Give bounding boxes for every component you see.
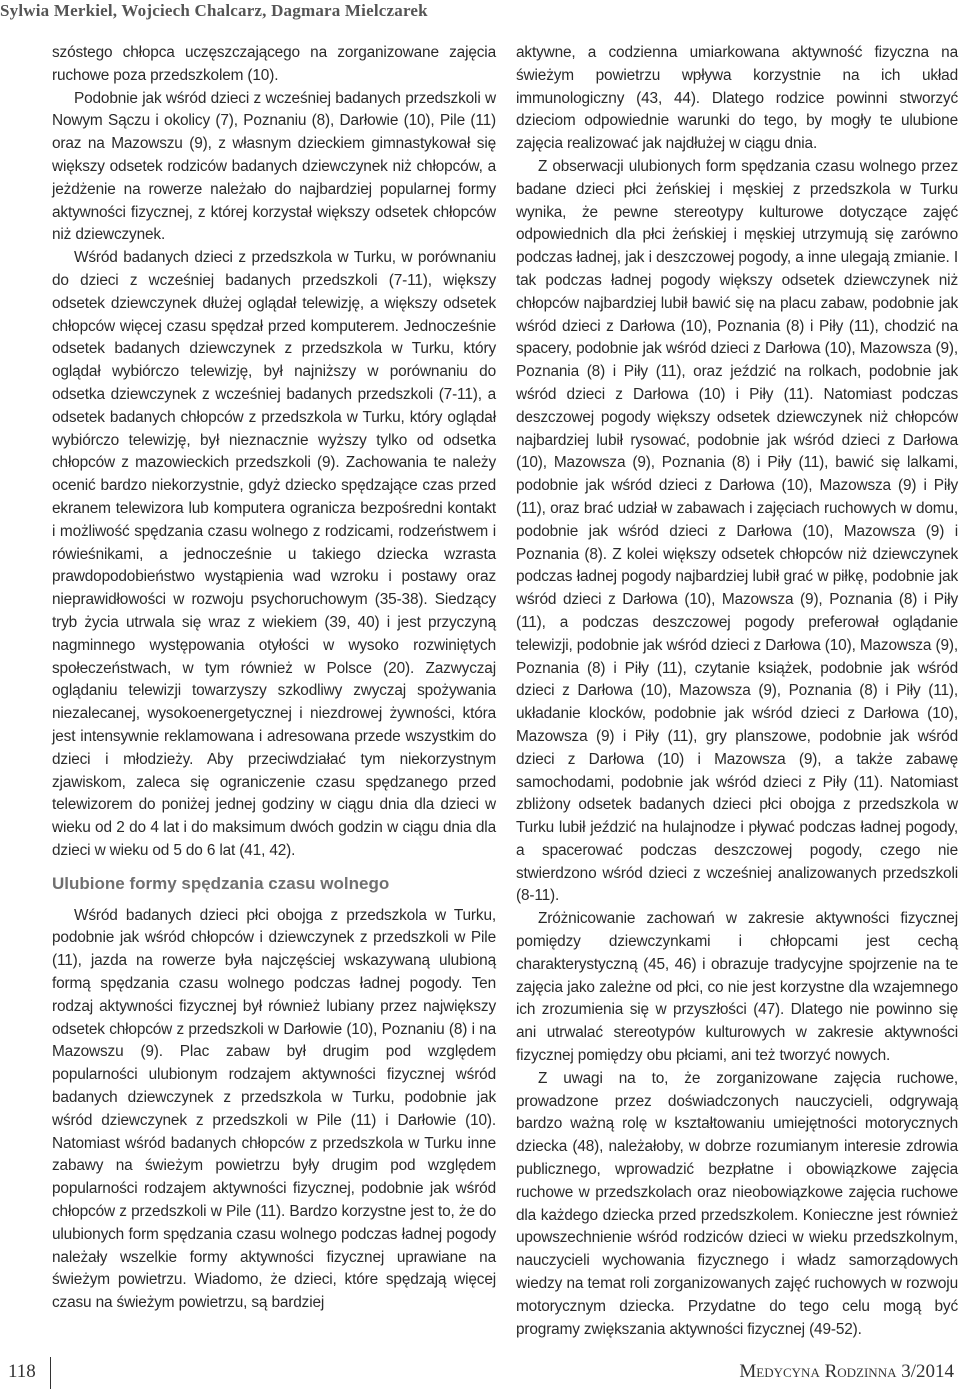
paragraph: Wśród badanych dzieci z przedszkola w Turku, w porównaniu do dzieci z wcześniej badanych przedszkoli (7-11), większy odsetek dziewczynek dłużej oglądał telewizję, a większy odsetek chłopców więcej czasu spędzał przed komputerem. Jednocześnie odsetek badanych dziewczynek z przedszkola w Turku, który oglądał wybiórczo telewizję, był najniższy w porównaniu do odsetka dziewczynek z wcześniej badanych przedszkoli (7-11), a odsetek badanych chłopców z przedszkola w Turku, który oglądał wybiórczo telewizję, był nieznacznie wyższy tylko od odsetka chłopców z mazowieckich przedszkoli (9). Zachowania te należy ocenić bardzo niekorzystnie, gdyż dziecko spędzające czas przed ekranem telewizora lub komputera ogranicza bezpośredni kontakt i możliwość spędzania czasu wolnego z rodzicami, rodzeństwem i rówieśnikami, a jednocześnie u takiego dziecka wzrasta prawdopodobieństwo wystąpienia wad wzroku i postawy oraz nieprawidłowości w rozwoju psychoruchowym (35-38). Siedzący tryb życia utrwala się wraz z wiekiem (39, 40) i jest przyczyną nagminnego występowania otyłości w wysoko rozwiniętych społeczeństwach, w tym również w Polsce (20). Zazwyczaj oglądaniu telewizji towarzyszy szkodliwy zwyczaj spożywania niezalecanej, wysokoenergetycznej i niezdrowej żywności, która jest intensywnie reklamowana i adresowana przede wszystkim do dzieci i młodzieży. Aby przeciwdziałać tym niekorzystnym zjawiskom, zaleca się ograniczenie czasu spędzanego przed telewizorem do poniżej jednej godziny w ciągu dnia dla dzieci w wieku od 2 do 4 lat i do maksimum dwóch godzin w ciągu dnia dla dzieci w wieku od 5 do 6 lat (41, 42).	[52, 249, 496, 859]
right-column	[516, 42, 958, 1341]
journal-title: Medycyna Rodzinna 3/2014	[739, 1361, 954, 1382]
footer-divider	[50, 1357, 51, 1389]
paragraph: Zróżnicowanie zachowań w zakresie aktywności fizycznej pomiędzy dziewczynkami i chłopcami jest cechą charakterystyczną (45, 46) i obrazuje tradycyjne spojrzenie na te zajęcia jako zależne od płci, co nie jest korzystne dla wzajemnego ich zrozumienia się w przyszłości (47). Dlatego nie powinno się ani utrwalać stereotypów kulturowych w zakresie aktywności fizycznej pomiędzy obu płciami, ani też tworzyć nowych.	[516, 910, 958, 1065]
page-number: 118	[8, 1361, 36, 1382]
running-header-authors: Sylwia Merkiel, Wojciech Chalcarz, Dagmara Mielczarek	[0, 1, 428, 20]
paragraph: aktywne, a codzienna umiarkowana aktywność fizyczna na świeżym powietrzu wpływa korzystnie na ich układ immunologiczny (43, 44). Dlatego rodzice powinni stworzyć dzieciom odpowiednie warunki do tego, by mogły te ulubione zajęcia realizować jak najdłużej w ciągu dnia.	[516, 44, 958, 153]
left-column	[52, 42, 496, 1315]
paragraph: Z obserwacji ulubionych form spędzania czasu wolnego przez badane dzieci płci żeńskiej i męskiej z przedszkola w Turku wynika, że pewne stereotypy kulturowe dotyczące zajęć odpowiednich dla płci żeńskiej i męskiej utrzymują się zarówno podczas ładnej, jak i deszczowej pogody, a inne ulegają zmianie. I tak podczas ładnej pogody większy odsetek dziewczynek niż chłopców najbardziej lubił bawić się na placu zabaw, podobnie jak wśród dzieci z Darłowa (10), Poznania (8) i Piły (11), chodzić na spacery, podobnie jak wśród dzieci z Darłowa (10), Mazowsza (9), Poznania (8) i Piły (11), oraz jeździć na rolkach, podobnie jak wśród dzieci z Darłowa (10) i Piły (11). Natomiast podczas deszczowej pogody większy odsetek dziewczynek niż chłopców najbardziej lubił rysować, podobnie jak wśród dzieci z Darłowa (10), Mazowsza (9), Poznania (8) i Piły (11), bawić się lalkami, podobnie jak wśród dzieci z Darłowa (10), Mazowsza (9) i Piły (11), oraz brać udział w zabawach i zajęciach ruchowych w domu, podobnie jak wśród dzieci z Darłowa (10), Mazowsza (9) i Poznania (8). Z kolei większy odsetek chłopców niż dziewczynek podczas ładnej pogody najbardziej lubił grać w piłkę, podobnie jak wśród dzieci z Darłowa (10), Mazowsza (9), Poznania (8) i Piły (11), a podczas deszczowej pogody preferował oglądanie telewizji, podobnie jak wśród dzieci z Darłowa (10), Mazowsza (9), Poznania (8) i Piły (11), czytanie książek, podobnie jak wśród dzieci z Darłowa (10), Mazowsza (9), Poznania (8) i Piły (11), układanie klocków, podobnie jak wśród dzieci z Darłowa (10), Mazowsza (9) i Piły (11), gry planszowe, podobnie jak wśród dzieci z Darłowa (10) i Mazowsza (9), a także zabawę samochodami, podobnie jak wśród dzieci z Piły (11). Natomiast zbliżony odsetek badanych dzieci płci obojga z przedszkola w Turku lubił jeździć na hulajnodze i pływać podczas ładnej pogody, a spacerować podczas deszczowej pogody, czego nie stwierdzono wśród dzieci z wcześniej analizowanych przedszkoli (8-11).	[516, 157, 958, 905]
section-heading: Ulubione formy spędzania czasu wolnego	[52, 873, 390, 893]
paragraph: Z uwagi na to, że zorganizowane zajęcia ruchowe, prowadzone przez doświadczonych nauczycieli, odgrywają bardzo ważną rolę w kształtowaniu umiejętności motorycznych dziecka (48), należałoby, w dobrze rozumianym interesie zdrowia publicznego, wprowadzić bezpłatne i obowiązkowe zajęcia ruchowe w przedszkolach oraz nieobowiązkowe zajęcia ruchowe dla każdego dziecka przed przedszkolem. Konieczne jest również upowszechnienie wśród rodziców dzieci w wieku przedszkolnym, nauczycieli wychowania fizycznego i władz samorządowych wiedzy na temat roli zorganizowanych zajęć ruchowych w rozwoju motorycznym dziecka. Przydatne do tego celu mogą być programy zwiększania aktywności fizycznej (49-52).	[516, 1069, 958, 1338]
paragraph: szóstego chłopca uczęszczającego na zorganizowane zajęcia ruchowe poza przedszkolem (10).	[52, 44, 496, 84]
paragraph: Wśród badanych dzieci płci obojga z przedszkola w Turku, podobnie jak wśród chłopców i dziewczynek z przedszkoli w Pile (11), jazda na rowerze była najczęściej wskazywaną ulubioną formą spędzania czasu wolnego podczas ładnej pogody. Ten rodzaj aktywności fizycznej był również lubiany przez największy odsetek chłopców z przedszkoli w Darłowie (10), Poznaniu (8) i na Mazowszu (9). Plac zabaw był drugim pod względem popularności ulubionym rodzajem aktywności fizycznej wśród badanych dziewczynek z przedszkola w Turku, podobnie jak wśród dziewczynek z przedszkoli w Pile (11) i Darłowie (10). Natomiast wśród badanych chłopców z przedszkola w Turku inne zabawy na świeżym powietrzu były drugim pod względem popularności rodzajem aktywności fizycznej, podobnie jak wśród chłopców z przedszkoli w Pile (11). Bardzo korzystne jest to, że do ulubionych form spędzania czasu wolnego podczas ładnej pogody należały wszelkie formy aktywności fizycznej uprawiane na świeżym powietrzu. Wiadomo, że dzieci, które spędzają więcej czasu na świeżym powietrzu, są bardziej	[52, 906, 496, 1312]
paragraph: Podobnie jak wśród dzieci z wcześniej badanych przedszkoli w Nowym Sączu i okolicy (7), Poznaniu (8), Darłowie (10), Pile (11) oraz na Mazowszu (9), z własnym dzieckiem gimnastykował się większy odsetek rodziców badanych dziewczynek niż chłopców, a jeżdżenie na rowerze należało do najbardziej popularnej formy aktywności fizycznej, z której korzystał większy odsetek chłopców niż dziewczynek.	[52, 89, 496, 244]
